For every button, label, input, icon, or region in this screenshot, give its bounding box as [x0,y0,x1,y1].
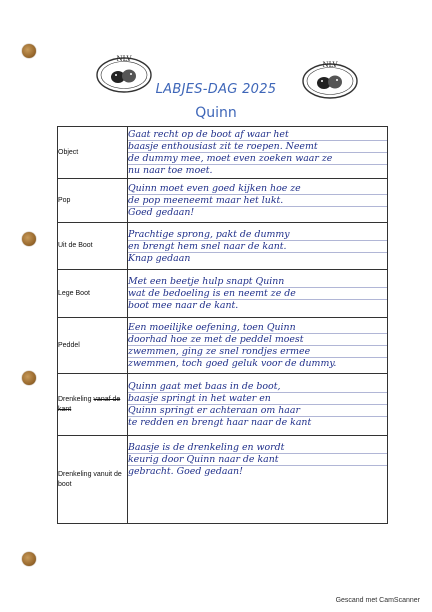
table-row [58,223,388,270]
note-line: Gaat recht op de boot af waar het [128,129,387,141]
table-row [58,127,388,179]
note-line: Quinn gaat met baas in de boot, [128,381,387,393]
handwritten-note [128,318,388,374]
note-line: de dummy mee, moet even zoeken waar ze [128,153,387,165]
note-line: baasje enthousiast zit te roepen. Neemt [128,141,387,153]
handwritten-note [128,270,388,318]
table-row [58,270,388,318]
binder-hole-1 [22,44,36,58]
binder-hole-4 [22,552,36,566]
camscanner-watermark: Gescand met CamScanner [335,597,420,604]
document-title: LABJES-DAG 2025 [155,82,277,97]
note-line: zwemmen, toch goed geluk voor de dummy. [128,358,337,369]
row-label [58,374,128,436]
row-label-text: Drenkeling [58,396,92,404]
table-row [58,374,388,436]
table-row [58,318,388,374]
row-label: Pop [58,179,128,223]
handwritten-note [128,374,388,436]
note-line: Quinn moet even goed kijken hoe ze [128,183,387,195]
row-label: Peddel [58,318,128,374]
row-label: Object [58,127,128,179]
dog-name: Quinn [195,105,237,121]
binder-hole-3 [22,371,36,385]
note-line: de pop meeneemt maar het lukt. [128,195,387,207]
note-line: keurig door Quinn naar de kant [128,454,387,466]
row-label-struck-text: vanaf de kant [58,396,121,413]
note-line: Met een beetje hulp snapt Quinn [128,276,387,288]
binder-hole-2 [22,232,36,246]
note-line: baasje springt in het water en [128,393,387,405]
table-row [58,179,388,223]
note-line: boot mee naar de kant. [128,300,239,311]
note-line: Baasje is de drenkeling en wordt [128,442,387,454]
row-label: Lege Boot [58,270,128,318]
svg-text:NLV: NLV [116,55,132,63]
note-line: Een moeilijke oefening, toen Quinn [128,322,387,334]
note-line: Goed gedaan! [128,207,195,218]
note-line: Knap gedaan [128,252,191,264]
note-line: zwemmen, ging ze snel rondjes ermee [128,346,387,358]
table-row [58,436,388,524]
note-line: en brengt hem snel naar de kant. [128,241,387,253]
row-label: Drenkeling vanuit de boot [58,436,128,524]
handwritten-note [128,179,388,223]
note-line: Quinn springt er achteraan om haar [128,405,387,417]
svg-text:NLV: NLV [322,61,338,69]
handwritten-note [128,223,388,270]
note-line: doorhad hoe ze met de peddel moest [128,334,387,346]
note-line: te redden en brengt haar naar de kant [128,417,312,428]
row-label: Uit de Boot [58,223,128,270]
handwritten-note [128,127,388,179]
note-line: nu naar toe moet. [128,165,213,176]
note-line: wat de bedoeling is en neemt ze de [128,288,387,300]
note-line: gebracht. Goed gedaan! [128,466,243,477]
handwritten-note [128,436,388,524]
note-line: Prachtige sprong, pakt de dummy [128,229,387,241]
evaluation-table [57,126,388,524]
